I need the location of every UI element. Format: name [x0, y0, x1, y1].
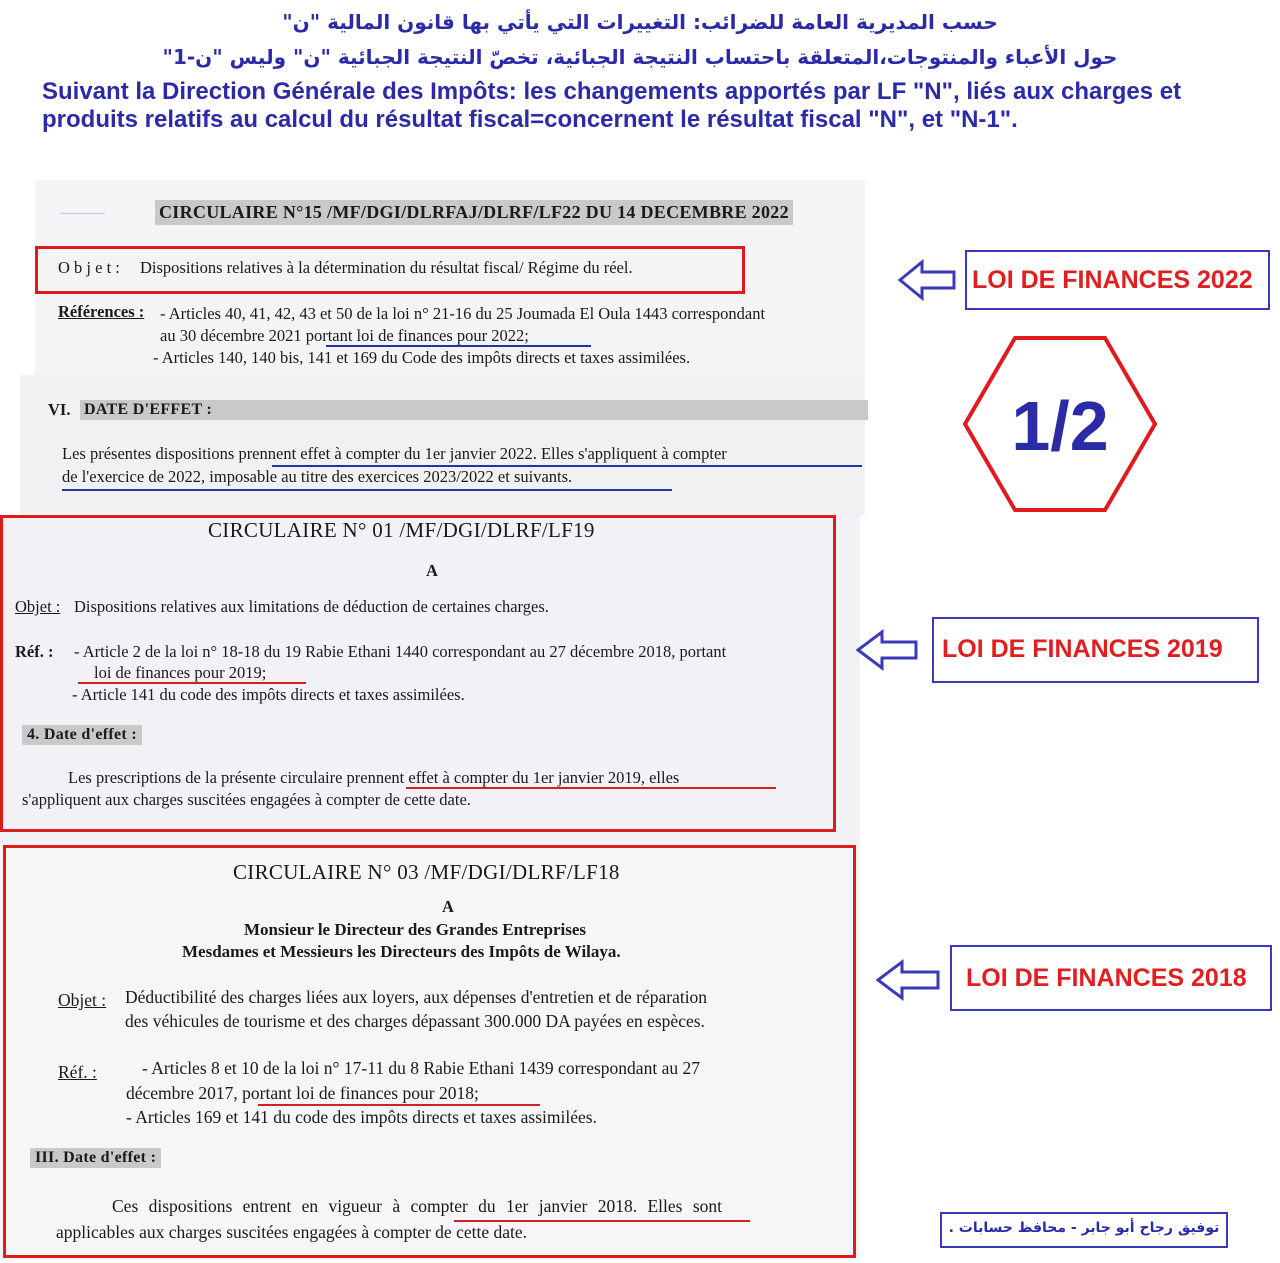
lf2019-label: LOI DE FINANCES 2019 — [942, 635, 1223, 663]
doc2-effet-line1: Les prescriptions de la présente circulaire prennent effet à compter du 1er janvier 2019, elles — [68, 768, 680, 787]
doc1-effet-line1: Les présentes dispositions prennent effet à compter du 1er janvier 2022. Elles s'appliquent à compter — [62, 444, 727, 463]
doc3-objet-line1: Déductibilité des charges liées aux loyers, aux dépenses d'entretien et de réparation — [125, 987, 708, 1007]
signature-text: توفيق رجاح أبو جابر - محافظ حسابات . — [948, 1220, 1220, 1236]
signature-box — [940, 1212, 1228, 1248]
doc3-objet-line2: des véhicules de tourisme et des charges dépassant 300.000 DA payées en espèces. — [125, 1011, 705, 1031]
arrow-left-icon — [898, 258, 956, 302]
french-header: Suivant la Direction Générale des Impôts: les changements apportés par LF "N", liés aux charges et produits relatifs au calcul du résultat fiscal=concernent le résultat fiscal "N", et "N-1". — [42, 78, 1182, 133]
doc3-addressee-1: Monsieur le Directeur des Grandes Entreprises — [244, 920, 587, 939]
page-indicator-hexagon — [960, 334, 1160, 514]
arrow-left-icon — [856, 628, 918, 672]
doc1-effet-line2: de l'exercice de 2022, imposable au titre des exercices 2023/2022 et suivants. — [62, 467, 573, 486]
circular-15-title: CIRCULAIRE N°15 /MF/DGI/DLRFAJ/DLRF/LF22 DU 14 DECEMBRE 2022 — [155, 200, 793, 225]
doc3-section-date-effet: III. Date d'effet : — [30, 1148, 161, 1168]
arabic-header-line1: حسب المديرية العامة للضرائب: التغييرات التي يأتي بها قانون المالية "ن" — [282, 10, 998, 34]
underline-lf2018-ref — [258, 1104, 540, 1106]
doc2-ref-line2: loi de finances pour 2019; — [94, 663, 267, 682]
arabic-header-line2: حول الأعباء والمنتوجات،المتعلقة باحتساب النتيجة الجبائية، تخصّ النتيجة الجبائية "ن" وليس "ن-1" — [162, 45, 1118, 69]
doc1-ref-line2: au 30 décembre 2021 portant loi de finances pour 2022; — [160, 326, 529, 345]
doc3-addressee-2: Mesdames et Messieurs les Directeurs des Impôts de Wilaya. — [182, 942, 621, 961]
lf2019-label-box — [932, 617, 1259, 683]
doc1-ref-line3: - Articles 140, 140 bis, 141 et 169 du Code des impôts directs et taxes assimilées. — [153, 348, 691, 367]
underline-lf2019-ref — [78, 682, 306, 684]
doc1-section-date-effet: DATE D'EFFET : — [80, 400, 868, 420]
doc1-section-num: VI. — [48, 400, 71, 419]
doc3-effet-line2: applicables aux charges suscitées engagées à compter de cette date. — [56, 1222, 527, 1242]
doc3-effet-line1: Ces dispositions entrent en vigueur à compter du 1er janvier 2018. Elles sont — [112, 1196, 723, 1216]
doc3-addressee-a: A — [442, 897, 454, 916]
lf2018-label: LOI DE FINANCES 2018 — [966, 964, 1247, 992]
doc3-ref-line3: - Articles 169 et 141 du code des impôts directs et taxes assimilées. — [126, 1107, 597, 1127]
doc2-effet-line2: s'appliquent aux charges suscitées engagées à compter de cette date. — [22, 790, 471, 809]
circular-03-title: CIRCULAIRE N° 03 /MF/DGI/DLRF/LF18 — [233, 860, 620, 884]
doc1-objet-text: Dispositions relatives à la détermination du résultat fiscal/ Régime du réel. — [140, 258, 633, 277]
page-indicator-text: 1/2 — [1011, 387, 1109, 465]
lf2018-label-box — [950, 945, 1272, 1011]
doc1-ref-line1: - Articles 40, 41, 42, 43 et 50 de la loi n° 21-16 du 25 Joumada El Oula 1443 correspondant — [160, 304, 766, 323]
doc2-objet-label: Objet : — [15, 597, 61, 616]
underline-lf2022-ref — [326, 345, 591, 347]
bleed-through-text: ——— — [60, 205, 105, 221]
doc2-ref-label: Réf. : — [15, 642, 54, 661]
lf2022-label: LOI DE FINANCES 2022 — [972, 266, 1253, 294]
doc1-ref-label: Références : — [58, 302, 145, 321]
underline-effet-2022-b — [62, 489, 672, 491]
circular-01-title: CIRCULAIRE N° 01 /MF/DGI/DLRF/LF19 — [208, 518, 595, 542]
doc3-ref-line2: décembre 2017, portant loi de finances pour 2018; — [126, 1083, 479, 1103]
lf2022-label-box — [965, 250, 1270, 310]
doc2-addressee-a: A — [426, 561, 438, 580]
doc3-ref-label: Réf. : — [58, 1062, 97, 1082]
doc3-ref-line1: - Articles 8 et 10 de la loi n° 17-11 du 8 Rabie Ethani 1439 correspondant au 27 — [142, 1058, 700, 1078]
doc3-objet-label: Objet : — [58, 990, 107, 1010]
doc2-ref-line1: - Article 2 de la loi n° 18-18 du 19 Rabie Ethani 1440 correspondant au 27 décembre 2018, portant — [74, 642, 727, 661]
underline-effet-2019 — [406, 787, 776, 789]
arrow-left-icon — [876, 958, 940, 1002]
doc2-ref-line3: - Article 141 du code des impôts directs et taxes assimilées. — [72, 685, 465, 704]
doc1-objet-label: O b j e t : — [58, 258, 120, 277]
doc2-section-date-effet: 4. Date d'effet : — [22, 725, 142, 745]
doc2-objet-text: Dispositions relatives aux limitations de déduction de certaines charges. — [74, 597, 549, 616]
